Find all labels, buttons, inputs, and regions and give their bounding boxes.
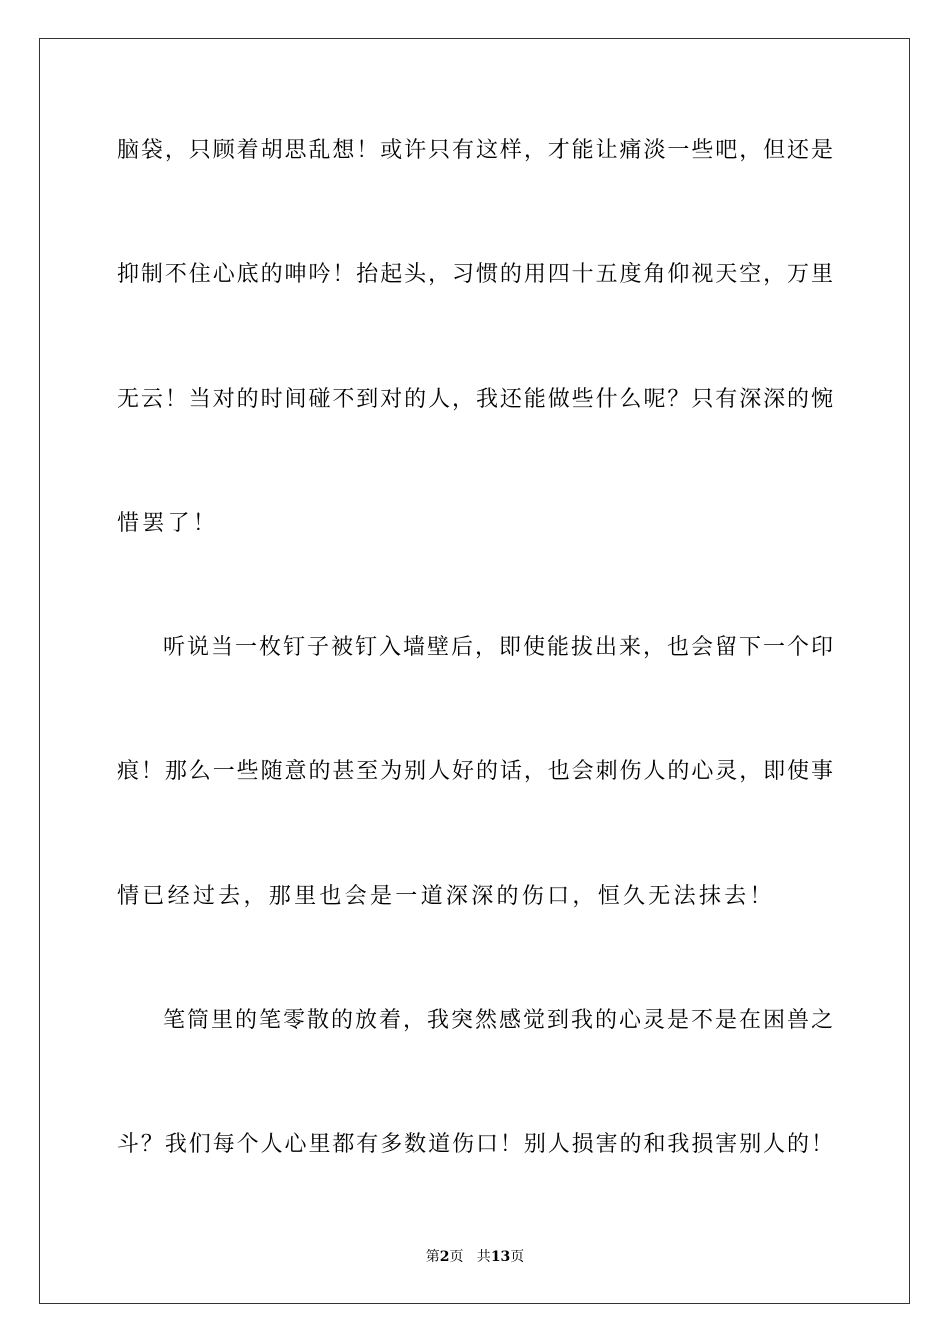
text-line: 笔筒里的笔零散的放着，我突然感觉到我的心灵是不是在困兽之 [163,1008,833,1033]
text-line: 无云！当对的时间碰不到对的人，我还能做些什么呢？只有深深的惋 [117,387,833,412]
current-page-number: 2 [439,1249,450,1265]
text-line: 痕！那么一些随意的甚至为别人好的话，也会刺伤人的心灵，即使事 [117,759,833,784]
footer-prefix: 第 [425,1249,440,1265]
footer-suffix: 页 [510,1249,525,1265]
text-line: 听说当一枚钉子被钉入墙壁后，即使能拔出来，也会留下一个印 [163,635,833,660]
page-frame [39,38,910,1304]
text-line: 情已经过去，那里也会是一道深深的伤口，恒久无法抹去！ [117,884,775,909]
text-line: 斗？我们每个人心里都有多数道伤口！别人损害的和我损害别人的！ [117,1132,833,1157]
total-page-count: 13 [490,1249,511,1265]
text-line: 惜罢了！ [117,511,219,536]
footer-mid: 页 共 [449,1249,491,1265]
text-line: 脑袋，只顾着胡思乱想！或许只有这样，才能让痛淡一些吧，但还是 [117,138,833,163]
page-number-footer [0,1247,950,1267]
text-line: 抑制不住心底的呻吟！抬起头，习惯的用四十五度角仰视天空，万里 [117,262,833,287]
